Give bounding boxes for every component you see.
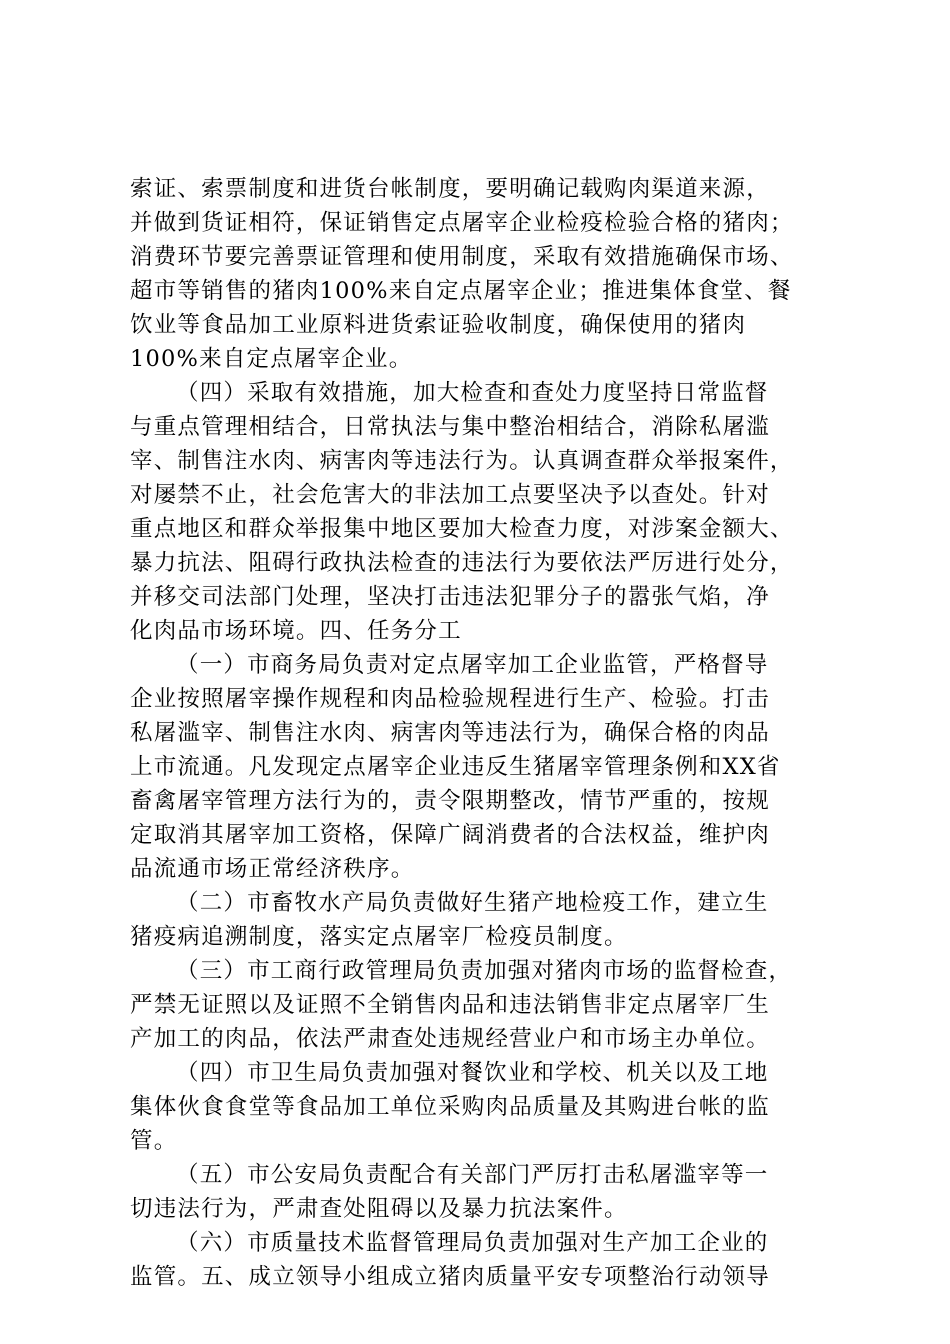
text-line: 索证、索票制度和进货台帐制度，要明确记载购肉渠道来源，: [130, 176, 770, 202]
text-line: 并做到货证相符，保证销售定点屠宰企业检疫检验合格的猪肉；: [130, 210, 794, 236]
body-text: [130, 172, 822, 1294]
text-line: 消费环节要完善票证管理和使用制度，采取有效措施确保市场、: [130, 244, 794, 270]
text-line: 上市流通。凡发现定点屠宰企业违反生猪屠宰管理条例和XX省: [130, 754, 781, 780]
text-line: 定取消其屠宰加工资格，保障广阔消费者的合法权益，维护肉: [130, 822, 770, 848]
text-line: 集体伙食食堂等食品加工单位采购肉品质量及其购进台帐的监: [130, 1094, 770, 1120]
text-line: 严禁无证照以及证照不全销售肉品和违法销售非定点屠宰厂生: [130, 992, 770, 1018]
text-line: 超市等销售的猪肉100%来自定点屠宰企业；推进集体食堂、餐: [130, 278, 792, 304]
text-line: 暴力抗法、阻碍行政执法检查的违法行为要依法严厉进行处分，: [130, 550, 794, 576]
paragraph-first-line: （四）采取有效措施，加大检查和查处力度坚持日常监督: [176, 380, 769, 406]
text-line: 私屠滥宰、制售注水肉、病害肉等违法行为，确保合格的肉品: [130, 720, 770, 746]
text-line: 宰、制售注水肉、病害肉等违法行为。认真调查群众举报案件，: [130, 448, 794, 474]
text-line: 管。: [130, 1128, 178, 1154]
text-line: 畜禽屠宰管理方法行为的，责令限期整改，情节严重的，按规: [130, 788, 770, 814]
text-line: 与重点管理相结合，日常执法与集中整治相结合，消除私屠滥: [130, 414, 770, 440]
paragraph-first-line: （二）市畜牧水产局负责做好生猪产地检疫工作，建立生: [176, 890, 769, 916]
text-line: 产加工的肉品，依法严肃查处违规经营业户和市场主办单位。: [130, 1026, 770, 1052]
text-line: 化肉品市场环境。四、任务分工: [130, 618, 462, 644]
text-line: 切违法行为，严肃查处阻碍以及暴力抗法案件。: [130, 1196, 628, 1222]
text-line: 100%来自定点屠宰企业。: [130, 346, 413, 372]
text-line: 监管。五、成立领导小组成立猪肉质量平安专项整治行动领导: [130, 1264, 770, 1290]
paragraph-first-line: （一）市商务局负责对定点屠宰加工企业监管，严格督导: [176, 652, 769, 678]
text-line: 饮业等食品加工业原料进货索证验收制度，确保使用的猪肉: [130, 312, 747, 338]
text-line: 对屡禁不止，社会危害大的非法加工点要坚决予以查处。针对: [130, 482, 770, 508]
text-line: 品流通市场正常经济秩序。: [130, 856, 415, 882]
text-line: 重点地区和群众举报集中地区要加大检查力度，对涉案金额大、: [130, 516, 794, 542]
text-line: 猪疫病追溯制度，落实定点屠宰厂检疫员制度。: [130, 924, 628, 950]
paragraph-first-line: （四）市卫生局负责加强对餐饮业和学校、机关以及工地: [176, 1060, 769, 1086]
paragraph-first-line: （三）市工商行政管理局负责加强对猪肉市场的监督检查，: [176, 958, 793, 984]
text-line: 企业按照屠宰操作规程和肉品检验规程进行生产、检验。打击: [130, 686, 770, 712]
paragraph-first-line: （五）市公安局负责配合有关部门严厉打击私屠滥宰等一: [176, 1162, 769, 1188]
paragraph-first-line: （六）市质量技术监督管理局负责加强对生产加工企业的: [176, 1230, 769, 1256]
text-line: 并移交司法部门处理，坚决打击违法犯罪分子的嚣张气焰，净: [130, 584, 770, 610]
